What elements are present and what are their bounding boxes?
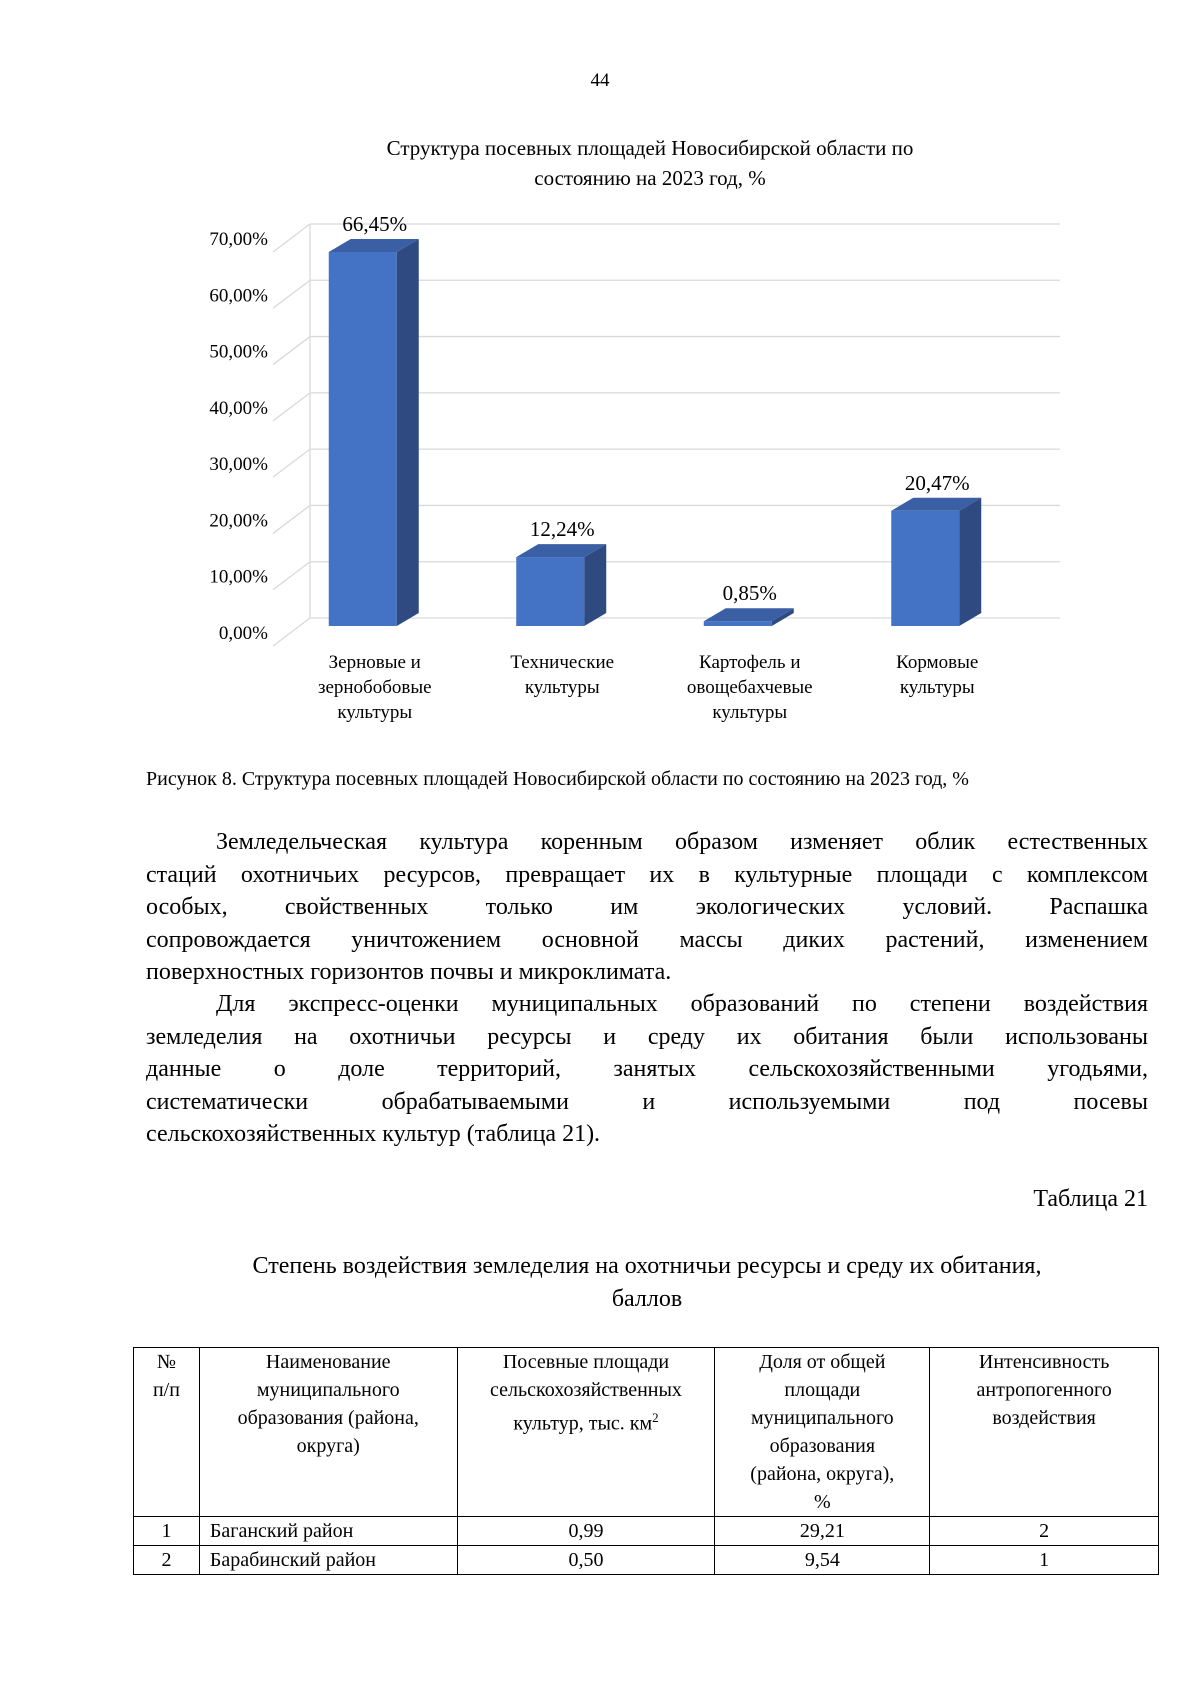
chart-y-tick-labels xyxy=(209,229,268,644)
cell-share: 9,54 xyxy=(715,1546,930,1575)
paragraph-line: сельскохозяйственных культур (таблица 21). xyxy=(146,1121,601,1147)
paragraph-line: земледелия на охотничьи ресурсы и среду их обитания были использованы xyxy=(146,1023,1148,1050)
paragraph-line: систематически обрабатываемыми и используемыми под посевы xyxy=(146,1088,1148,1115)
y-tick-label: 70,00% xyxy=(209,229,268,250)
page-number: 44 xyxy=(590,70,610,91)
data-table xyxy=(133,1347,1159,1575)
table-title xyxy=(146,1250,1148,1316)
figure-caption: Рисунок 8. Структура посевных площадей Новосибирской области по состоянию на 2023 год, % xyxy=(146,768,969,790)
y-tick-label: 60,00% xyxy=(209,285,268,307)
header-share: Доля от общей площади муниципального образования (района, округа), % xyxy=(715,1348,930,1517)
gridline xyxy=(273,505,310,533)
bar xyxy=(329,252,397,626)
superscript: 2 xyxy=(652,1410,659,1425)
gridline xyxy=(273,449,310,477)
paragraph-1 xyxy=(146,826,1148,989)
header-intensity: Интенсивность антропогенного воздействия xyxy=(930,1348,1159,1517)
table-header-row xyxy=(134,1348,1159,1517)
data-label: 66,45% xyxy=(342,211,408,236)
gridline xyxy=(273,337,310,365)
bar xyxy=(704,621,772,626)
y-tick-label: 50,00% xyxy=(209,341,268,363)
data-label: 20,47% xyxy=(904,470,970,495)
y-tick-label: 40,00% xyxy=(209,397,268,419)
data-label: 0,85% xyxy=(722,581,777,606)
bar-side xyxy=(584,544,606,626)
category-label: Технические культуры xyxy=(510,652,615,698)
header-sown-area: Посевные площади сельскохозяйственных культур, тыс. $км^2$ xyxy=(457,1348,715,1517)
gridline xyxy=(273,618,310,646)
paragraph-line: поверхностных горизонтов почвы и микроклимата. xyxy=(146,959,672,985)
chart-bars xyxy=(329,239,982,626)
table-title-line: баллов xyxy=(611,1286,683,1312)
cell-intensity: 1 xyxy=(930,1546,1159,1575)
bar xyxy=(516,557,584,626)
bar-chart xyxy=(190,130,1080,730)
table-number: Таблица 21 xyxy=(1033,1186,1148,1212)
category-label: Картофель и овощебахчевые культуры xyxy=(686,652,813,723)
cell-sown-area: 0,99 xyxy=(457,1517,715,1546)
paragraph-line: Для экспресс-оценки муниципальных образований по степени воздействия xyxy=(216,991,1148,1017)
chart-title xyxy=(387,136,914,190)
chart-title-line: состоянию на 2023 год, % xyxy=(534,166,766,190)
paragraph-line: данные о доле территорий, занятых сельскохозяйственными угодьями, xyxy=(146,1056,1148,1082)
header-municipality: Наименование муниципального образования (района, округа) xyxy=(199,1348,457,1517)
bar-side xyxy=(397,239,419,626)
category-label: Кормовые культуры xyxy=(896,652,979,698)
cell-sown-area: 0,50 xyxy=(457,1546,715,1575)
cell-municipality: Баганский район xyxy=(199,1517,457,1546)
y-tick-label: 10,00% xyxy=(209,566,268,588)
paragraph-line: особых, свойственных только им экологических условий. Распашка xyxy=(146,894,1148,920)
paragraph-2 xyxy=(146,988,1148,1151)
gridline xyxy=(273,280,310,308)
paragraph-line: Земледельческая культура коренным образом изменяет облик естественных xyxy=(216,829,1148,855)
bar-side xyxy=(959,498,981,626)
table-row xyxy=(134,1517,1159,1546)
cell-intensity: 2 xyxy=(930,1517,1159,1546)
y-tick-label: 20,00% xyxy=(209,510,268,532)
chart-data-labels xyxy=(342,212,969,605)
cell-municipality: Барабинский район xyxy=(199,1546,457,1575)
header-number: № п/п xyxy=(134,1348,200,1517)
cell-number: 1 xyxy=(134,1517,200,1546)
data-label: 12,24% xyxy=(529,517,595,542)
table-title-line: Степень воздействия земледелия на охотничьи ресурсы и среду их обитания, xyxy=(252,1253,1042,1279)
y-tick-label: 0,00% xyxy=(218,623,268,644)
gridline xyxy=(273,562,310,590)
bar xyxy=(891,511,959,626)
y-tick-label: 30,00% xyxy=(209,454,268,476)
paragraph-line: стаций охотничьих ресурсов, превращает их в культурные площади с комплексом xyxy=(146,861,1148,888)
gridline xyxy=(273,393,310,421)
category-label: Зерновые и зернобобовые культуры xyxy=(317,652,432,723)
chart-category-labels xyxy=(318,652,978,723)
gridline xyxy=(273,224,310,252)
cell-share: 29,21 xyxy=(715,1517,930,1546)
chart-title-line: Структура посевных площадей Новосибирской области по xyxy=(386,136,914,160)
cell-number: 2 xyxy=(134,1546,200,1575)
table-row xyxy=(134,1546,1159,1575)
paragraph-line: сопровождается уничтожением основной массы диких растений, изменением xyxy=(146,926,1148,953)
